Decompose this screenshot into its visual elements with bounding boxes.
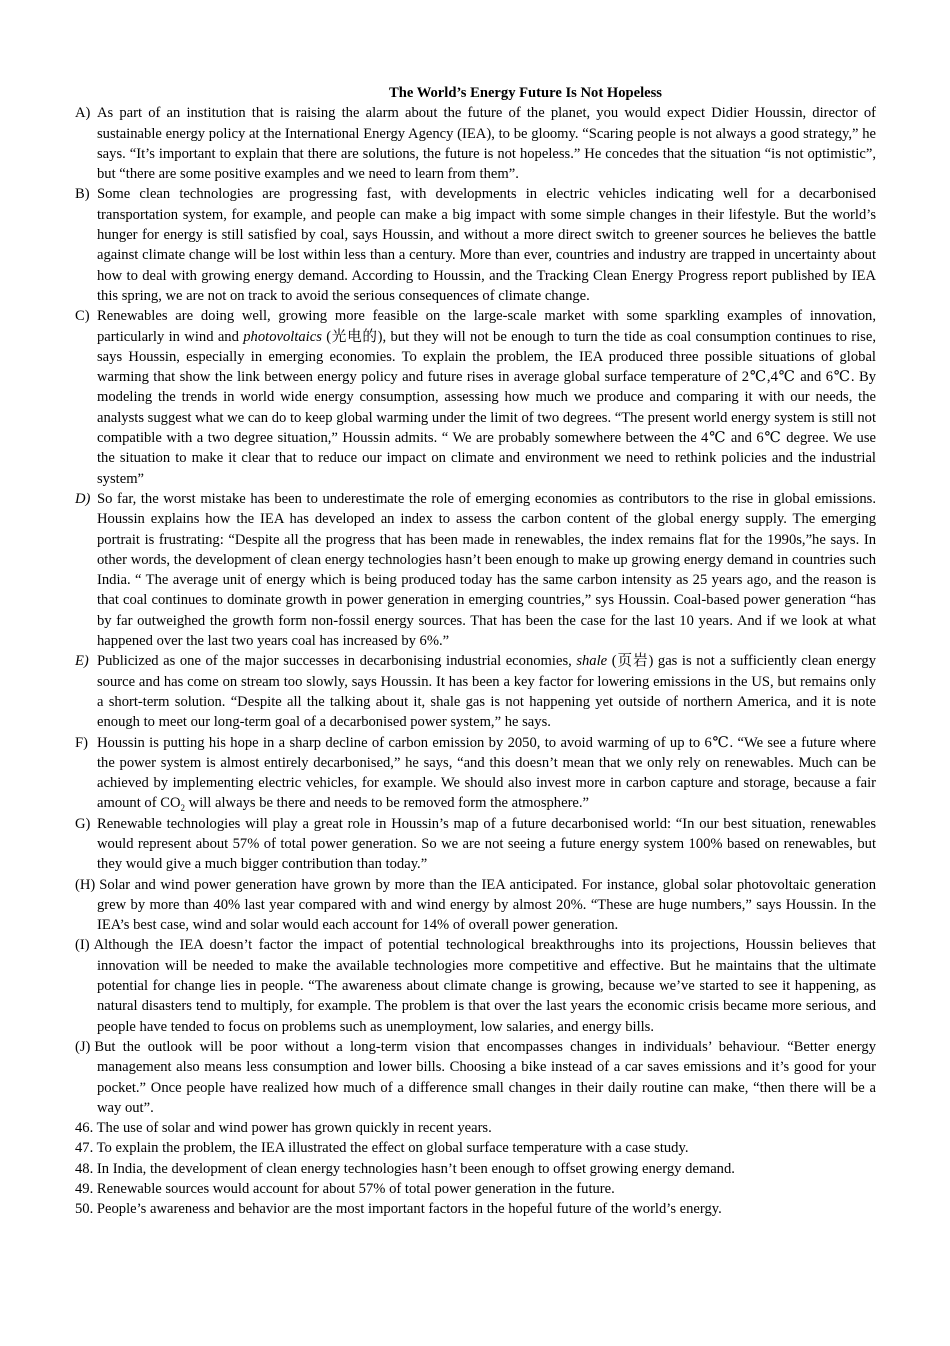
document bbox=[75, 83, 876, 1220]
paragraph-text: Renewable technologies will play a great role in Houssin’s map of a future decarbonised world: “In our best situation, renewables would represent about 57% of total power generation. So we are not seeing a future energy system 100% based on renewables, but they would give a much bigger contribution than today.” bbox=[97, 815, 876, 873]
paragraph-text: will always be there and needs to be removed form the atmosphere.” bbox=[185, 795, 590, 812]
article-title: The World’s Energy Future Is Not Hopeless bbox=[389, 85, 662, 101]
paragraph-label: D) bbox=[75, 490, 91, 507]
paragraph-label: (I) bbox=[75, 937, 90, 954]
paragraph-j bbox=[75, 1037, 876, 1118]
paragraph-text: (光电的), but they will not be enough to turn the tide as coal consumption continues to rise, says Houssin, especially in emerging economies. To explain the problem, the IEA produced three possible situations of global warming that show the link between energy policy and future rises in average global surface temperature of 2℃,4℃ and 6℃. By modeling the trends in world wide energy consumption, assessing how much we produce and comparing it with our needs, the analysts suggest what we can do to keep global warming under the limit of two degrees. “The present world energy system is still not compatible with a two degree situation,” Houssin admits. “ We are probably somewhere between the 4℃ and 6℃ degree. We use the situation to make it clear that to reduce our impact on climate and environment we need to rethink policies and the industrial system” bbox=[97, 328, 876, 487]
paragraph-g bbox=[75, 814, 876, 875]
paragraph-label: A) bbox=[75, 105, 91, 122]
paragraph-label: E) bbox=[75, 653, 89, 670]
article-body bbox=[75, 103, 876, 1118]
paragraph-label: F) bbox=[75, 734, 88, 751]
statement-item: 46. The use of solar and wind power has grown quickly in recent years. bbox=[75, 1120, 492, 1137]
paragraph-text: But the outlook will be poor without a long-term vision that encompasses changes in individuals’ behaviour. “Better energy management also means less consumption and lower bills. Choosing a bike instead of a car saves emissions and it’s good for your pocket.” Once people have realized how much of a difference small changes in their daily routine can make, “then there will be a way out”. bbox=[94, 1038, 876, 1116]
paragraph-text: (页岩) gas is not a sufficiently clean energy source and has come on stream too slowly, says Houssin. It has been a key factor for lowering emissions in the US, but remains only a short-term solution. “Despite all the talking about it, shale gas is not happening yet outside of northern America, and it is note enough to meet our long-term goal of a decarbonised power system,” he says. bbox=[97, 653, 876, 731]
statement-item: 50. People’s awareness and behavior are the most important factors in the hopeful future of the world’s energy. bbox=[75, 1201, 722, 1218]
paragraph-c bbox=[75, 306, 876, 489]
statement-item: 49. Renewable sources would account for about 57% of total power generation in the future. bbox=[75, 1181, 615, 1198]
paragraph-label: C) bbox=[75, 308, 90, 325]
paragraph-text: Renewables are doing well, growing more feasible on the large-scale market with some sparkling examples of innovation, particularly in wind and bbox=[97, 308, 876, 345]
paragraph-a bbox=[75, 103, 876, 184]
subscript: 2 bbox=[180, 803, 186, 814]
paragraph-label: B) bbox=[75, 186, 90, 203]
paragraph-label: (J) bbox=[75, 1038, 91, 1055]
paragraph-f bbox=[75, 733, 876, 814]
statements-list bbox=[75, 1118, 876, 1219]
paragraph-text: Solar and wind power generation have grown by more than the IEA anticipated. For instance, global solar photovoltaic generation grew by more than 40% last year compared with and wind energy by almost 20%. “These are huge numbers,” says Houssin. In the IEA’s best case, wind and solar would each account for 14% of overall power generation. bbox=[97, 876, 876, 934]
paragraph-label: G) bbox=[75, 815, 91, 832]
paragraph-i bbox=[75, 935, 876, 1036]
paragraph-e bbox=[75, 651, 876, 732]
paragraph-label: (H) bbox=[75, 876, 96, 893]
paragraph-text: Publicized as one of the major successes in decarbonising industrial economies, bbox=[97, 653, 577, 670]
paragraph-text: Although the IEA doesn’t factor the impact of potential technological breakthroughs into its projections, Houssin believes that innovation will be needed to make the available technologies more competitive and effective. But he maintains that the ultimate potential for change lies in people. “The awareness about climate change is growing, because we’ve started to see it happening, as natural disasters tend to multiply, for example. The problem is that over the last years the economic crisis became more serious, and people have tended to focus on problems such as unemployment, low salaries, and energy bills. bbox=[93, 937, 876, 1035]
paragraph-text: So far, the worst mistake has been to underestimate the role of emerging economies as contributors to the rise in global emissions. Houssin explains how the IEA has developed an index to assess the carbon content of the global energy supply. The emerging portrait is frustrating: “Despite all the progress that has been made in renewables, the index remains flat for the 1990s,”he says. In other words, the development of clean energy technologies hasn’t been enough to make up growing energy demand in countries such India. “ The average unit of energy which is being produced today has the same carbon intensity as 25 years ago, and the reason is that coal continues to dominate growth in power generation in emerging countries,” sys Houssin. Coal-based power generation “has by far outweighed the growth form non-fossil energy sources. That has been the case for the last 10 years. And if we look at what happened over the last two years coal has increased by 6%.” bbox=[97, 490, 876, 650]
statement-item: 47. To explain the problem, the IEA illustrated the effect on global surface temperature with a case study. bbox=[75, 1140, 689, 1157]
paragraph-b bbox=[75, 184, 876, 306]
italic-term: photovoltaics bbox=[243, 328, 322, 345]
italic-term: shale bbox=[576, 653, 608, 670]
paragraph-text: As part of an institution that is raising the alarm about the future of the planet, you would expect Didier Houssin, director of sustainable energy policy at the International Energy Agency (IEA), to be gloomy. “Scaring people is not always a good strategy,” he says. “It’s important to explain that there are solutions, the future is not hopeless.” He concedes that the situation “is not optimistic”, but “there are some positive examples and we need to learn from them”. bbox=[97, 105, 876, 183]
paragraph-text: Some clean technologies are progressing fast, with developments in electric vehicles indicating well for a decarbonised transportation system, for example, and people can make a big impact with some simple changes in their lifestyle. But the world’s hunger for energy is still satisfied by coal, says Houssin, and without a more direct switch to greener sources he believes the battle against climate change will be lost within less than a century. More than ever, countries and industry are trapped in uncertainty about how to deal with growing energy demand. According to Houssin, and the Tracking Clean Energy Progress report published by IEA this spring, we are not on track to avoid the serious consequences of climate change. bbox=[97, 186, 876, 304]
statement-item: 48. In India, the development of clean energy technologies hasn’t been enough to offset growing energy demand. bbox=[75, 1160, 735, 1177]
paragraph-text: Houssin is putting his hope in a sharp decline of carbon emission by 2050, to avoid warming of up to 6℃. “We see a future where the power system is almost entirely decarbonised,” he says, “and this doesn’t mean that we only rely on renewables. Much can be achieved by implementing electric vehicles, for example. We should also invest more in carbon capture and storage, because a fair amount of CO bbox=[97, 734, 876, 812]
paragraph-h bbox=[75, 875, 876, 936]
paragraph-d bbox=[75, 489, 876, 651]
